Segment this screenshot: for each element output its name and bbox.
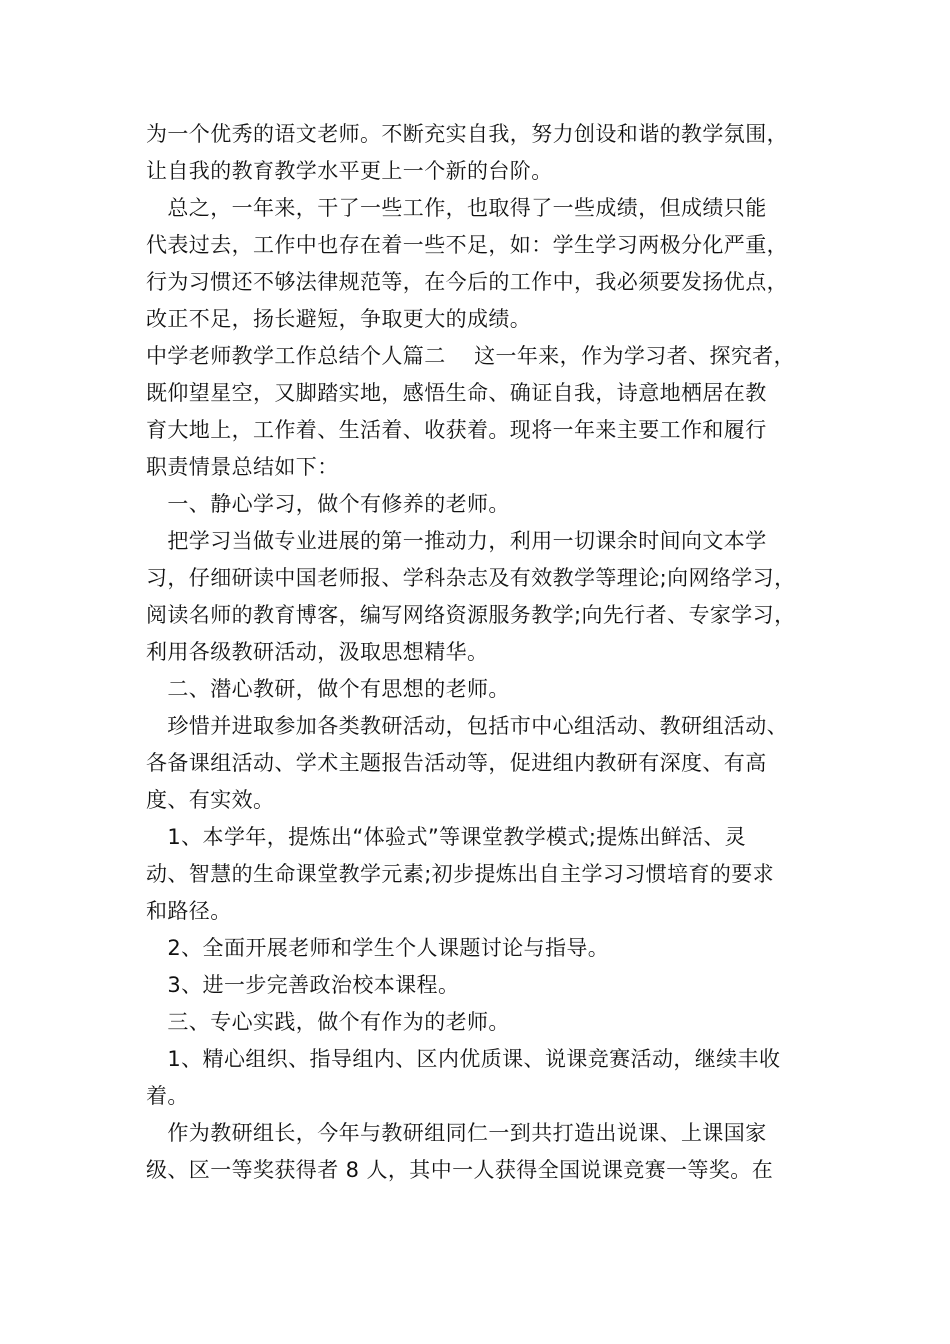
text-line: 让自我的教育教学水平更上一个新的台阶。: [146, 159, 553, 183]
text-line: 各备课组活动、学术主题报告活动等，促进组内教研有深度、有高: [146, 751, 767, 775]
text-line: 职责情景总结如下：: [146, 455, 339, 479]
text-line: 行为习惯还不够法律规范等，在今后的工作中，我必须要发扬优点，: [146, 270, 788, 294]
subheading-line: 二、潜心教研，做个有思想的老师。: [146, 677, 510, 701]
text-line: 把学习当做专业进展的第一推动力，利用一切课余时间向文本学: [146, 529, 767, 553]
text-line: 着。: [146, 1084, 189, 1108]
document-body: [146, 116, 826, 1189]
text-line: 1、精心组织、指导组内、区内优质课、说课竞赛活动，继续丰收: [146, 1047, 781, 1071]
text-line: 为一个优秀的语文老师。不断充实自我，努力创设和谐的教学氛围，: [146, 122, 788, 146]
text-line: 2、全面开展老师和学生个人课题讨论与指导。: [146, 936, 610, 960]
text-line: 代表过去，工作中也存在着一些不足，如：学生学习两极分化严重，: [146, 233, 788, 257]
text-line: 总之，一年来，干了一些工作，也取得了一些成绩，但成绩只能: [146, 196, 767, 220]
text-line: 改正不足，扬长避短，争取更大的成绩。: [146, 307, 532, 331]
text-line: 利用各级教研活动，汲取思想精华。: [146, 640, 489, 664]
section-heading-line: 中学老师教学工作总结个人篇二 这一年来，作为学习者、探究者，: [146, 344, 796, 368]
subheading-line: 一、静心学习，做个有修养的老师。: [146, 492, 510, 516]
text-line: 和路径。: [146, 899, 232, 923]
text-line: 3、进一步完善政治校本课程。: [146, 973, 460, 997]
subheading-line: 三、专心实践，做个有作为的老师。: [146, 1010, 510, 1034]
text-line: 级、区一等奖获得者 8 人，其中一人获得全国说课竞赛一等奖。在: [146, 1158, 774, 1182]
text-line: 动、智慧的生命课堂教学元素;初步提炼出自主学习习惯培育的要求: [146, 862, 775, 886]
text-line: 作为教研组长，今年与教研组同仁一到共打造出说课、上课国家: [146, 1121, 767, 1145]
text-line: 度、有实效。: [146, 788, 275, 812]
text-line: 阅读名师的教育博客，编写网络资源服务教学;向先行者、专家学习，: [146, 603, 796, 627]
text-line: 习，仔细研读中国老师报、学科杂志及有效教学等理论;向网络学习，: [146, 566, 796, 590]
text-line: 育大地上，工作着、生活着、收获着。现将一年来主要工作和履行: [146, 418, 767, 442]
text-line: 既仰望星空，又脚踏实地，感悟生命、确证自我，诗意地栖居在教: [146, 381, 767, 405]
text-line: 珍惜并进取参加各类教研活动，包括市中心组活动、教研组活动、: [146, 714, 788, 738]
text-line: 1、本学年，提炼出“体验式”等课堂教学模式;提炼出鲜活、灵: [146, 825, 747, 849]
